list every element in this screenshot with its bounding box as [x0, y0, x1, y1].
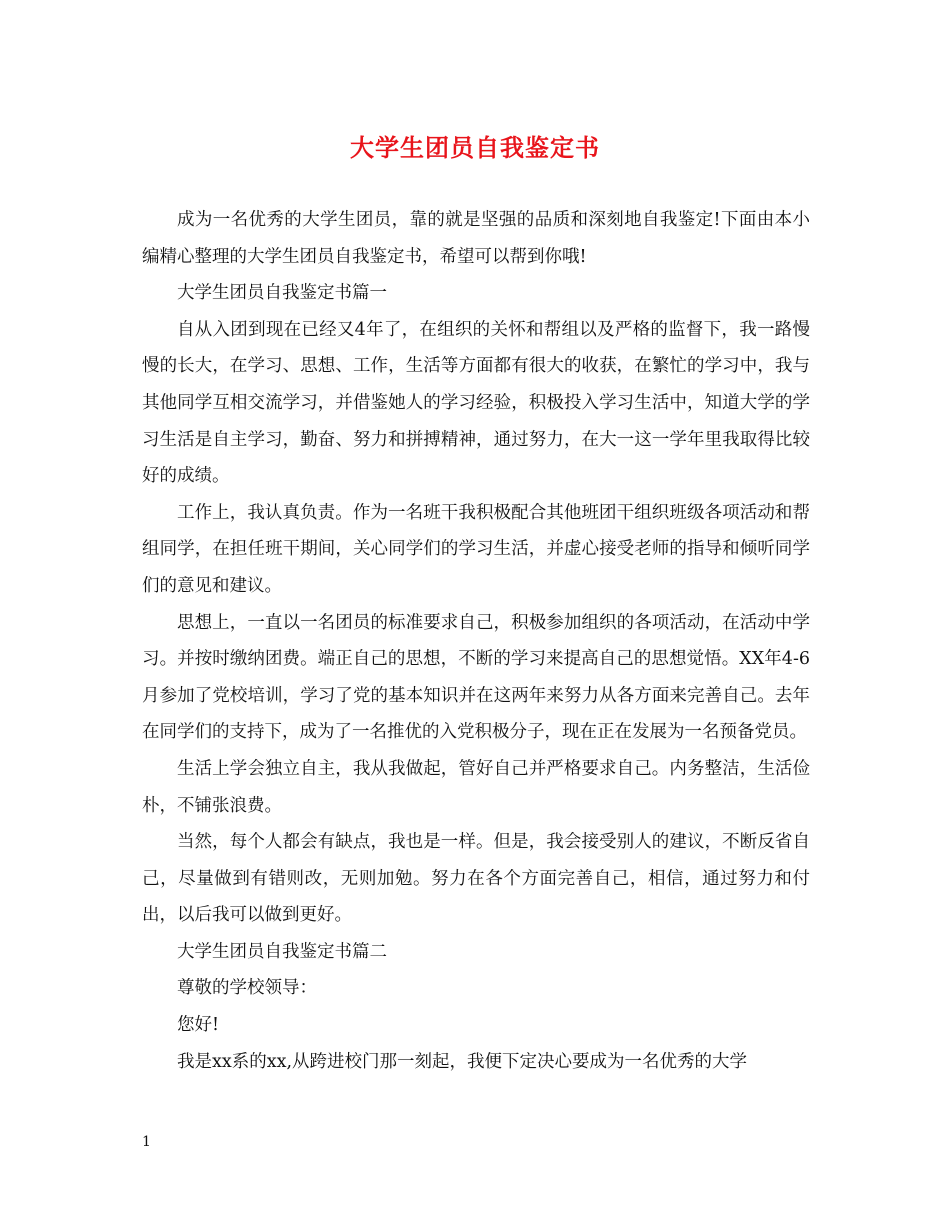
paragraph-thought: 思想上，一直以一名团员的标准要求自己，积极参加组织的各项活动，在活动中学习。并按时缴纳团费。端正自己的思想，不断的学习来提高自己的思想觉悟。XX年4-6月参加了党校培训，学习了党的基本知识并在这两年来努力从各方面来完善自己。去年在同学们的支持下，成为了一名推优的入党积极分子，现在正在发展为一名预备党员。: [142, 612, 810, 743]
paragraph-study: 自从入团到现在已经又4年了，在组织的关怀和帮组以及严格的监督下，我一路慢慢的长大，在学习、思想、工作，生活等方面都有很大的收获，在繁忙的学习中，我与其他同学互相交流学习，并借鉴她人的学习经验，积极投入学习生活中，知道大学的学习生活是自主学习，勤奋、努力和拼搏精神，通过努力，在大一这一学年里我取得比较好的成绩。: [142, 319, 810, 487]
paragraph-part-two-start: 我是xx系的xx,从跨进校门那一刻起，我便下定决心要成为一名优秀的大学: [177, 1051, 748, 1072]
salutation: 尊敬的学校领导：: [177, 978, 317, 999]
document-body: [142, 202, 810, 1080]
section-heading-part-one: 大学生团员自我鉴定书篇一: [177, 283, 387, 304]
greeting: 您好!: [177, 1015, 220, 1036]
paragraph-shortcomings: 当然，每个人都会有缺点，我也是一样。但是，我会接受别人的建议，不断反省自己，尽量做到有错则改，无则加勉。努力在各个方面完善自己，相信，通过努力和付出，以后我可以做到更好。: [142, 832, 810, 926]
section-heading-part-two: 大学生团员自我鉴定书篇二: [177, 941, 387, 962]
document-title: 大学生团员自我鉴定书: [350, 133, 600, 162]
paragraph-work: 工作上，我认真负责。作为一名班干我积极配合其他班团干组织班级各项活动和帮组同学，在担任班干期间，关心同学们的学习生活，并虚心接受老师的指导和倾听同学们的意见和建议。: [142, 502, 810, 596]
page-number: 1: [142, 1134, 151, 1150]
paragraph-life: 生活上学会独立自主，我从我做起，管好自己并严格要求自己。内务整洁，生活俭朴，不铺张浪费。: [142, 758, 810, 816]
paragraph-intro: 成为一名优秀的大学生团员，靠的就是坚强的品质和深刻地自我鉴定!下面由本小编精心整理的大学生团员自我鉴定书，希望可以帮到你哦!: [142, 210, 810, 267]
